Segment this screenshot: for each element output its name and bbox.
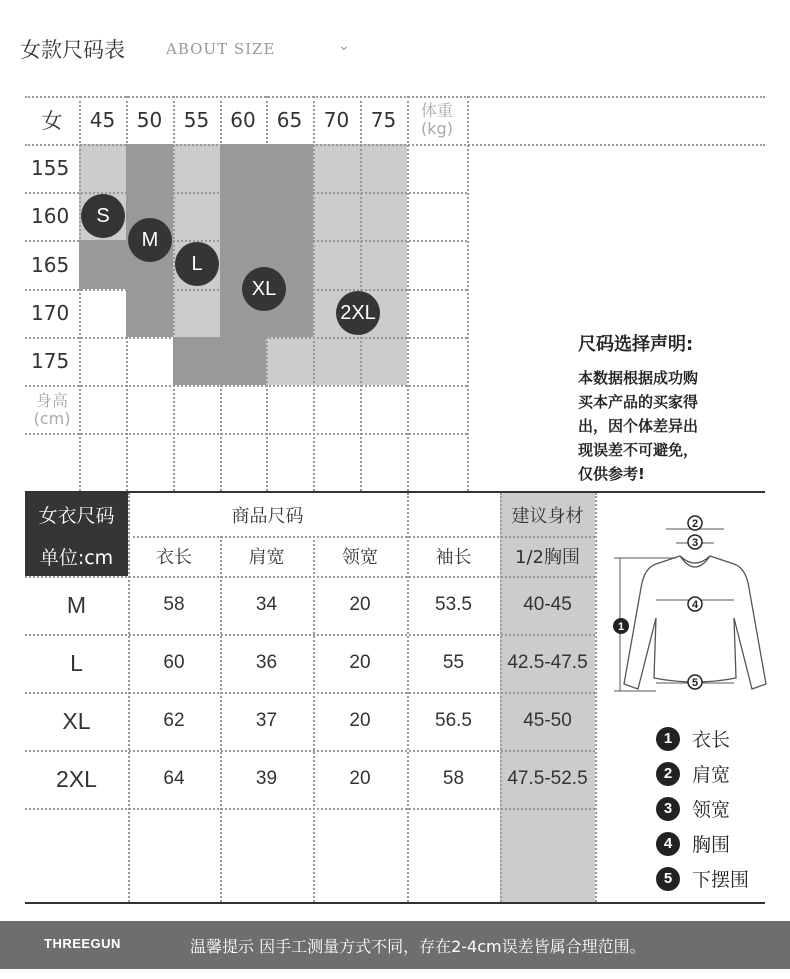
garment-diagram xyxy=(606,508,776,698)
table-cell: 20 xyxy=(349,594,371,615)
notice-body xyxy=(578,366,748,486)
table-cell: 20 xyxy=(349,768,371,789)
grid-line xyxy=(220,96,222,491)
grid-line xyxy=(595,493,597,902)
size-zone-cell xyxy=(79,240,126,289)
legend-label: 胸围 xyxy=(692,834,731,856)
height-label: 160 xyxy=(31,204,70,228)
column-header: 衣长 xyxy=(156,547,192,568)
height-label: 170 xyxy=(31,301,70,325)
table-cell: 53.5 xyxy=(435,594,472,615)
row-size-label: M xyxy=(66,591,87,618)
size-zone-cell xyxy=(266,337,313,385)
size-badge-m: M xyxy=(128,218,172,262)
row-size-label: 2XL xyxy=(56,765,97,792)
grid-line xyxy=(313,96,315,491)
grid-line xyxy=(25,337,467,339)
table-size-label: 女衣尺码 xyxy=(38,505,115,527)
legend-item xyxy=(656,725,730,752)
table-cell: 60 xyxy=(163,652,185,673)
grid-line xyxy=(25,385,467,387)
weight-label: 60 xyxy=(230,108,256,132)
grid-line xyxy=(25,192,467,194)
size-zone-cell xyxy=(79,144,126,192)
column-header: 肩宽 xyxy=(248,547,285,568)
size-zone-cell xyxy=(360,144,407,385)
height-unit-label: (cm) xyxy=(33,408,71,428)
grid-line xyxy=(126,96,128,491)
shirt-outline xyxy=(624,556,766,689)
table-cell: 56.5 xyxy=(435,710,472,731)
number-3-icon: 3 xyxy=(656,797,680,821)
svg-text:2: 2 xyxy=(691,518,699,530)
grid-line xyxy=(25,433,467,435)
notice-title: 尺码选择声明: xyxy=(578,334,694,355)
number-4-icon: 4 xyxy=(656,832,680,856)
number-5-icon: 5 xyxy=(656,867,680,891)
page-title: 女款尺码表 xyxy=(20,38,125,62)
chevron-down-icon[interactable]: ⌄ xyxy=(338,38,350,54)
size-zone-cell xyxy=(173,337,220,385)
notice-line: 本数据根据成功购 xyxy=(578,369,699,387)
weight-label: 50 xyxy=(136,108,163,132)
chart-corner-label: 女 xyxy=(41,109,63,133)
table-cell: 37 xyxy=(255,710,278,731)
height-axis-label: 身高 xyxy=(35,390,68,410)
table-cell: 20 xyxy=(349,710,371,731)
table-suggest-header: 建议身材 xyxy=(511,505,584,527)
legend-label: 领宽 xyxy=(692,799,731,821)
table-cell: 45-50 xyxy=(523,710,572,731)
row-size-label: XL xyxy=(62,707,91,734)
grid-line xyxy=(467,96,469,491)
table-cell: 42.5-47.5 xyxy=(507,652,588,673)
table-cell: 62 xyxy=(163,710,185,731)
size-badge-l: L xyxy=(175,242,219,286)
svg-text:4: 4 xyxy=(691,599,699,611)
table-cell: 39 xyxy=(255,768,278,789)
column-header: 1/2胸围 xyxy=(515,547,580,568)
number-1-icon: 1 xyxy=(656,727,680,751)
grid-line xyxy=(25,808,595,810)
notice-line: 出，因个体差异出 xyxy=(578,417,699,435)
brand-logo: THREEGUN xyxy=(44,936,121,951)
height-label: 155 xyxy=(31,156,70,180)
size-badge-s: S xyxy=(81,194,125,238)
legend-label: 肩宽 xyxy=(692,764,731,786)
column-header: 袖长 xyxy=(435,547,472,568)
svg-text:3: 3 xyxy=(691,537,699,549)
page-subtitle: ABOUT SIZE xyxy=(166,40,276,58)
legend-label: 衣长 xyxy=(692,729,731,751)
table-cell: 20 xyxy=(349,652,371,673)
footer-notice: 温馨提示 因手工测量方式不同，存在2-4cm误差皆属合理范围。 xyxy=(190,937,646,956)
table-cell: 40-45 xyxy=(523,594,572,615)
size-badge-2xl: 2XL xyxy=(336,291,380,335)
grid-line xyxy=(407,96,409,491)
grid-line xyxy=(79,96,81,491)
table-group-header: 商品尺码 xyxy=(231,505,304,527)
table-cell: 58 xyxy=(163,594,185,615)
table-cell: 58 xyxy=(442,768,465,789)
column-header: 领宽 xyxy=(342,547,378,568)
table-cell: 55 xyxy=(442,652,465,673)
footer-bar xyxy=(0,921,790,969)
table-cell: 47.5-52.5 xyxy=(507,768,588,789)
table-bottom-border xyxy=(25,902,765,904)
legend-item xyxy=(656,865,749,892)
grid-line xyxy=(25,144,765,146)
weight-label: 55 xyxy=(183,108,210,132)
weight-unit-label: (kg) xyxy=(421,118,453,138)
weight-label: 45 xyxy=(89,108,116,132)
svg-text:5: 5 xyxy=(691,677,699,689)
weight-label: 70 xyxy=(323,108,350,132)
size-zone-cell xyxy=(313,144,360,385)
legend-item xyxy=(656,795,730,822)
grid-line xyxy=(173,96,175,491)
notice-line: 买本产品的买家得 xyxy=(578,393,699,411)
size-badge-xl: XL xyxy=(242,267,286,311)
weight-label: 75 xyxy=(370,108,397,132)
notice-line: 仅供参考! xyxy=(578,465,645,483)
weight-axis-label: 体重 xyxy=(420,100,453,120)
table-cell: 64 xyxy=(163,768,185,789)
table-cell: 34 xyxy=(255,594,278,615)
size-zone-cell xyxy=(220,144,266,385)
height-label: 165 xyxy=(31,252,70,277)
legend-item xyxy=(656,760,730,787)
table-cell: 36 xyxy=(255,652,278,673)
grid-line xyxy=(25,240,467,242)
height-label: 175 xyxy=(31,349,70,373)
legend-item xyxy=(656,830,730,857)
number-2-icon: 2 xyxy=(656,762,680,786)
legend-label: 下摆围 xyxy=(692,869,750,891)
weight-label: 65 xyxy=(276,108,303,132)
row-size-label: L xyxy=(70,649,83,676)
table-unit-label: 单位:cm xyxy=(39,546,114,569)
notice-line: 现误差不可避免， xyxy=(578,441,699,459)
svg-text:1: 1 xyxy=(617,621,625,633)
